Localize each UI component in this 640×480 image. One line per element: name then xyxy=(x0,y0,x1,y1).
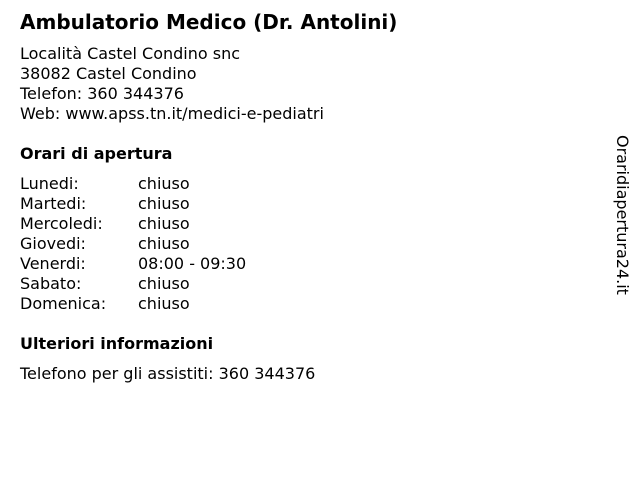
opening-hours-heading: Orari di apertura xyxy=(20,144,173,163)
hours-day: Lunedi: xyxy=(20,174,79,193)
hours-value: chiuso xyxy=(138,274,190,293)
hours-row-wednesday xyxy=(20,214,246,234)
hours-day: Venerdi: xyxy=(20,254,86,273)
hours-value: chiuso xyxy=(138,234,190,253)
hours-value: chiuso xyxy=(138,174,190,193)
hours-day: Mercoledi: xyxy=(20,214,103,233)
hours-row-sunday xyxy=(20,294,246,314)
page-title: Ambulatorio Medico (Dr. Antolini) xyxy=(20,10,398,34)
hours-day: Domenica: xyxy=(20,294,107,313)
opening-hours-list xyxy=(20,174,246,314)
hours-row-tuesday xyxy=(20,194,246,214)
hours-row-monday xyxy=(20,174,246,194)
hours-day: Sabato: xyxy=(20,274,82,293)
hours-value: chiuso xyxy=(138,194,190,213)
additional-info-text: Telefono per gli assistiti: 360 344376 xyxy=(20,364,316,383)
hours-day: Martedi: xyxy=(20,194,87,213)
hours-row-saturday xyxy=(20,274,246,294)
site-watermark: Oraridiapertura24.it xyxy=(613,135,632,295)
hours-day: Giovedi: xyxy=(20,234,86,253)
additional-info-heading: Ulteriori informazioni xyxy=(20,334,214,353)
hours-value: chiuso xyxy=(138,294,190,313)
address-web: Web: www.apss.tn.it/medici-e-pediatri xyxy=(20,104,324,123)
address-block xyxy=(20,44,324,124)
hours-row-friday xyxy=(20,254,246,274)
hours-value: 08:00 - 09:30 xyxy=(138,254,247,273)
address-city: 38082 Castel Condino xyxy=(20,64,197,83)
hours-row-thursday xyxy=(20,234,246,254)
hours-value: chiuso xyxy=(138,214,190,233)
address-phone: Telefon: 360 344376 xyxy=(20,84,184,103)
address-street: Località Castel Condino snc xyxy=(20,44,241,63)
